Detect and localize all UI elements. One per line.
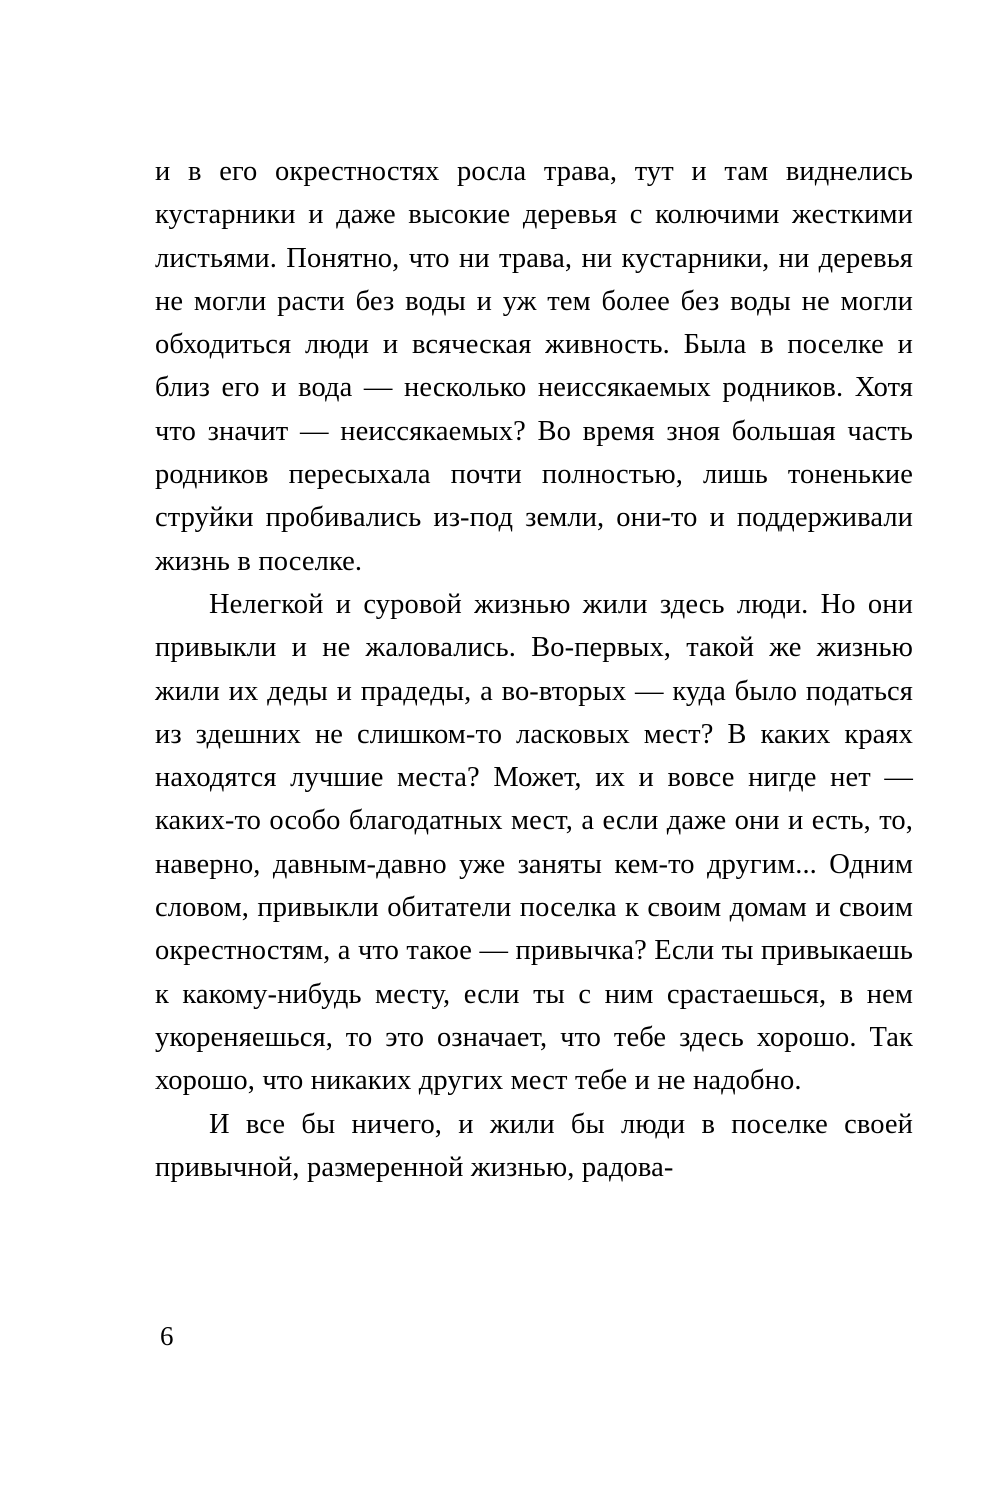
- paragraph-3: И все бы ничего, и жили бы люди в поселке своей привычной, размеренной жизнью, радова-: [155, 1108, 913, 1183]
- page-number: 6: [160, 1321, 174, 1351]
- paragraph-2: Нелегкой и суровой жизнью жили здесь люди. Но они привыкли и не жаловались. Во-первых, такой же жизнью жили их деды и прадеды, а во-вторых — куда было податься из здешних не слишком-то ласковых мест? В каких краях находятся лучшие места? Может, их и вовсе нигде нет — каких-то особо благодатных мест, а если даже они и есть, то, наверно, давным-давно уже заняты кем-то другим... Одним словом, привыкли обитатели поселка к своим домам и своим окрестностям, а что такое — привычка? Если ты привыкаешь к какому-нибудь месту, если ты с ним срастаешься, в нем укореняешься, то это означает, что тебе здесь хорошо. Так хорошо, что никаких других мест тебе и не надобно.: [155, 588, 913, 1097]
- paragraph-1: и в его окрестностях росла трава, тут и там виднелись кустарники и даже высокие деревья с колючими жесткими листьями. Понятно, что ни трава, ни кустарники, ни деревья не могли расти без воды и уж тем более без воды не могли обходиться люди и всяческая живность. Была в поселке и близ его и вода — несколько неиссякаемых родников. Хотя что значит — неиссякаемых? Во время зноя большая часть родников пересыхала почти полностью, лишь тоненькие струйки пробивались из-под земли, они-то и поддерживали жизнь в поселке.: [155, 156, 913, 577]
- page-text-block: [155, 150, 913, 1189]
